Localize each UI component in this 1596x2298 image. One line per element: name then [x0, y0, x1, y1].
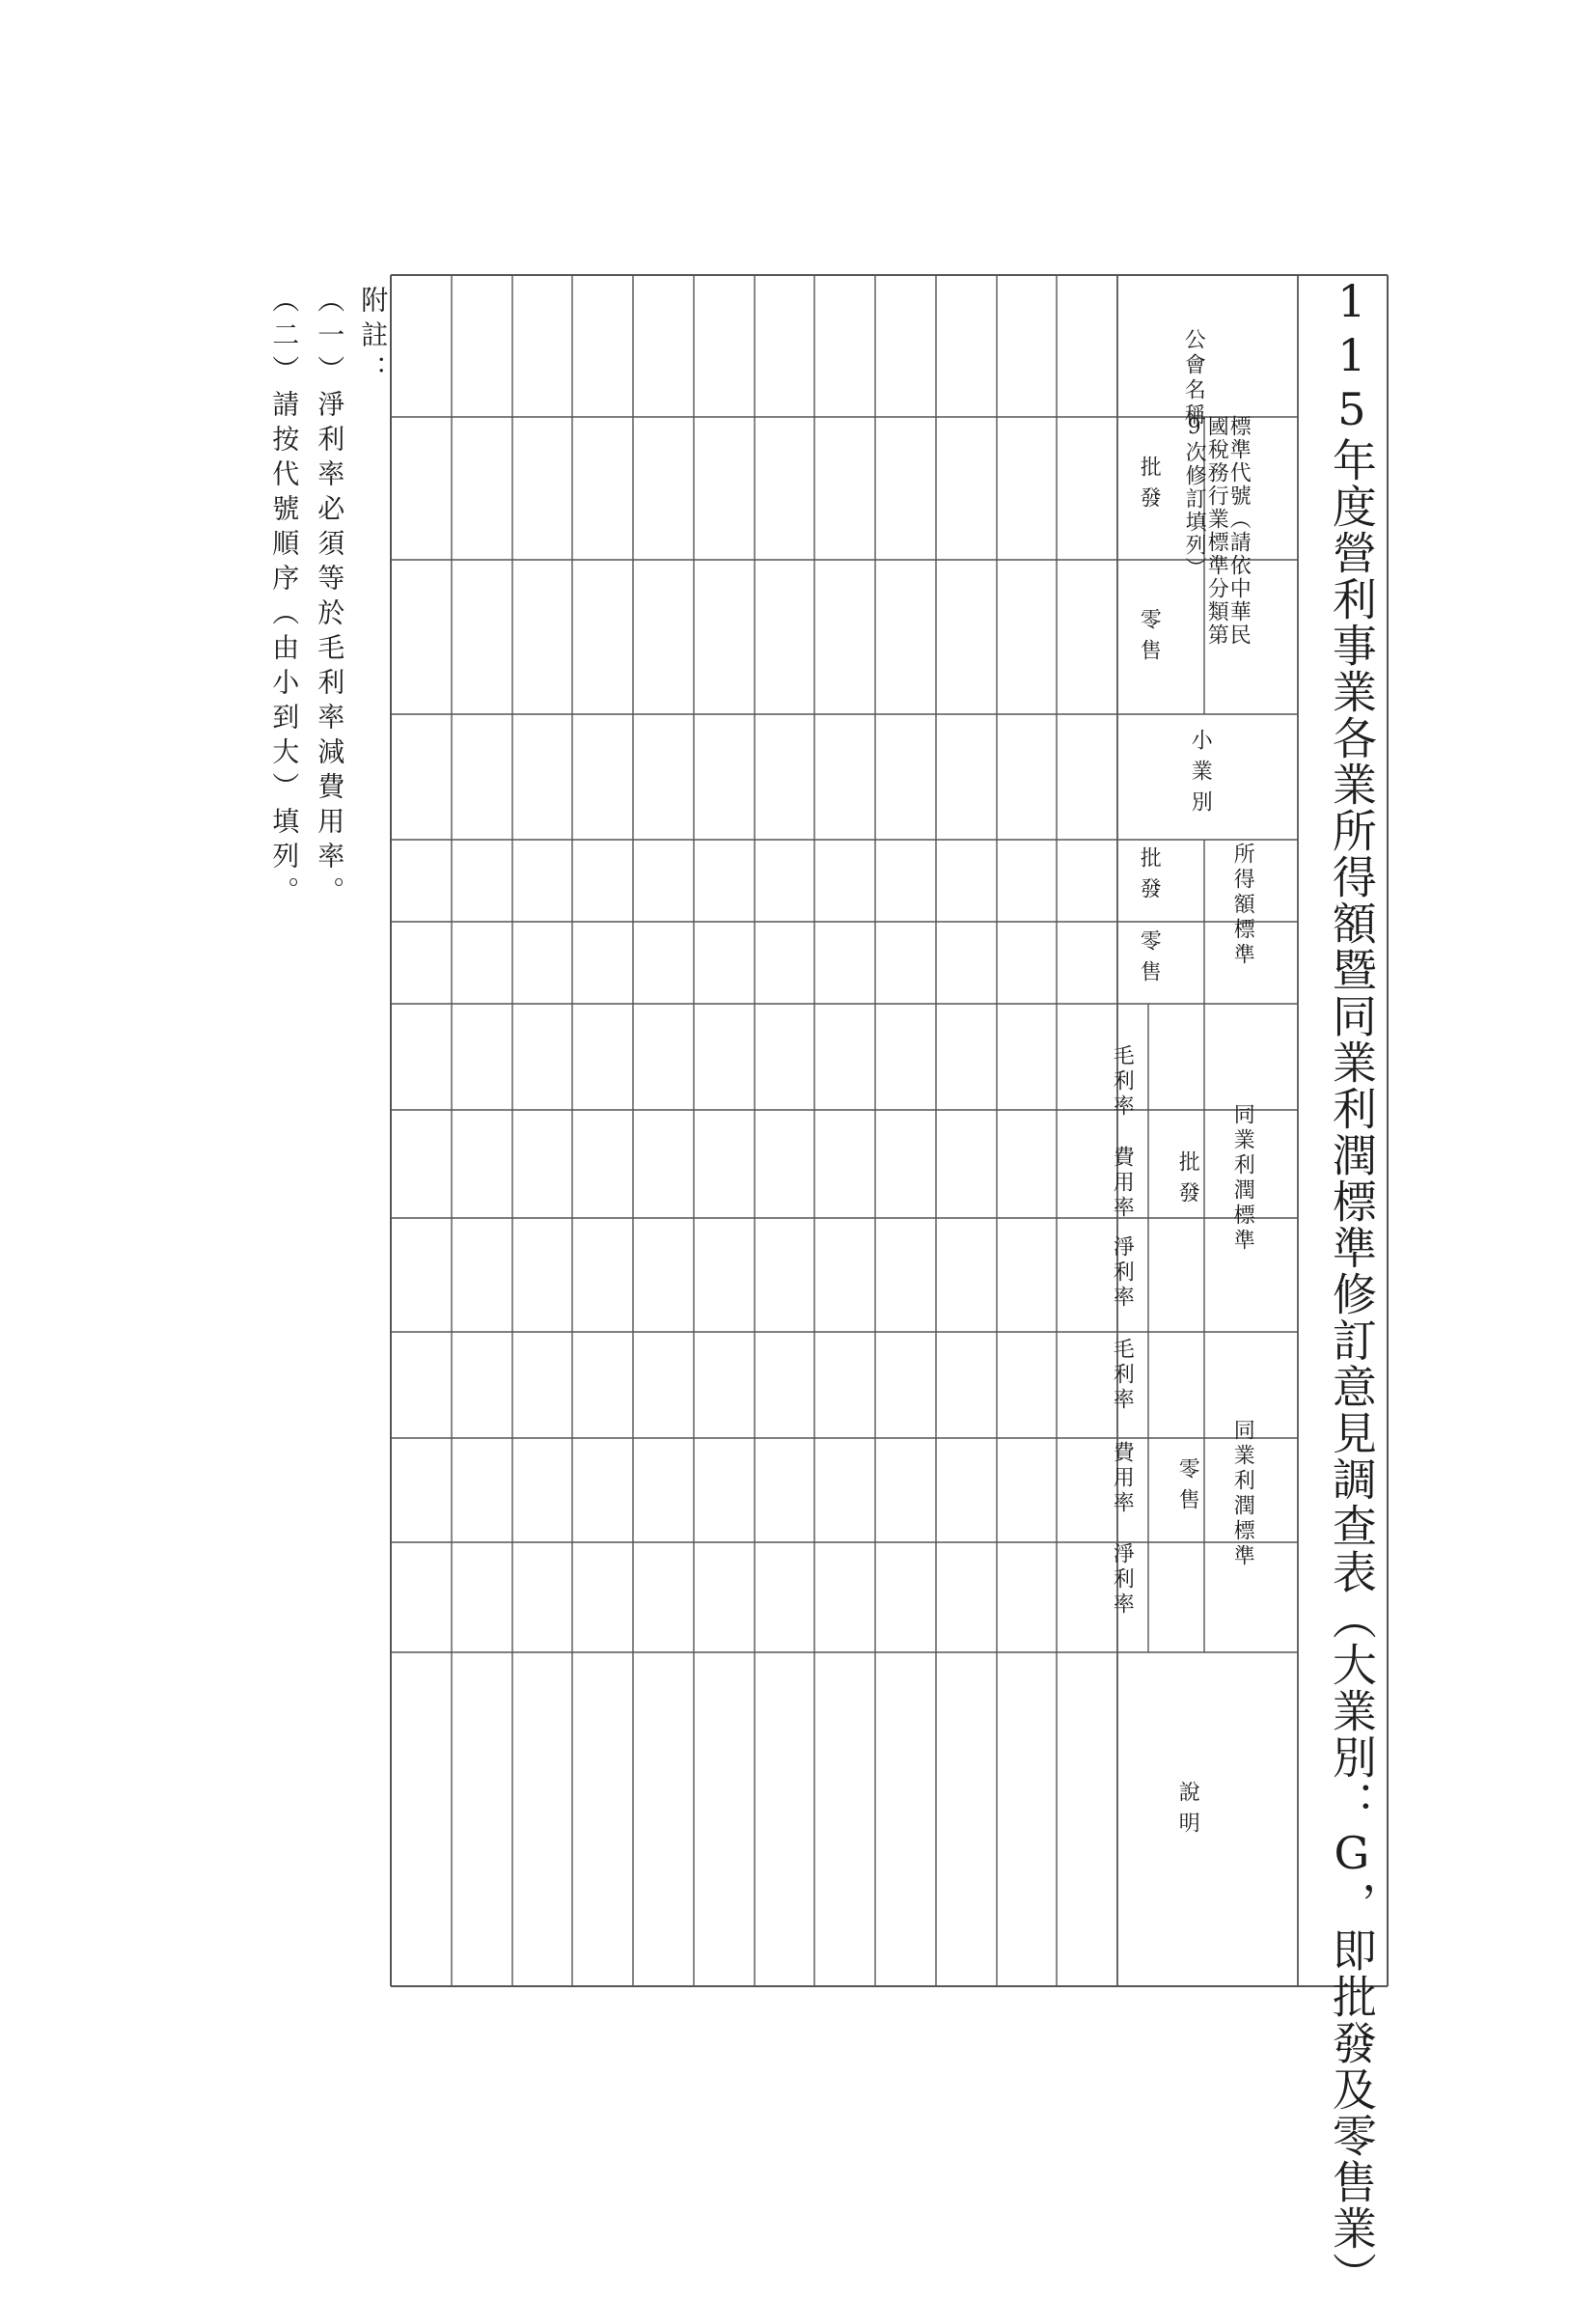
- header-profit-standard-retail: 同業利潤標準: [1230, 1419, 1255, 1569]
- note-item-2: （二）請按代號順序（由小到大）填列。: [268, 286, 301, 911]
- header-remarks: 說明: [1175, 1781, 1200, 1842]
- header-income-wholesale: 批發: [1137, 846, 1162, 908]
- header-association-name: 公會名稱: [1181, 328, 1206, 429]
- header-income-retail: 零售: [1137, 929, 1162, 991]
- header-standard-code-line1: 標準代號（請依中華民: [1226, 415, 1252, 647]
- header-code-retail: 零售: [1137, 608, 1162, 670]
- note-item-1: （一）淨利率必須等於毛利率減費用率。: [314, 286, 346, 911]
- header-standard-code-line3: 9次修訂填列）: [1182, 415, 1207, 580]
- header-sub-industry: 小業別: [1188, 729, 1213, 821]
- header-expense-ratio-wholesale: 費用率: [1110, 1146, 1135, 1221]
- header-profit-retail: 零售: [1175, 1457, 1200, 1519]
- header-expense-ratio-retail: 費用率: [1110, 1441, 1135, 1516]
- header-profit-wholesale: 批發: [1175, 1150, 1200, 1212]
- header-net-margin-retail: 淨利率: [1110, 1542, 1135, 1618]
- header-net-margin-wholesale: 淨利率: [1110, 1235, 1135, 1311]
- header-gross-margin-wholesale: 毛利率: [1110, 1044, 1135, 1120]
- header-standard-code: [1183, 415, 1250, 647]
- header-profit-standard-wholesale: 同業利潤標準: [1230, 1103, 1255, 1254]
- header-standard-code-line2: 國稅務行業標準分類第: [1204, 415, 1229, 647]
- header-income-standard: 所得額標準: [1230, 843, 1255, 968]
- notes-heading: 附註：: [357, 286, 390, 390]
- header-code-wholesale: 批發: [1137, 456, 1162, 517]
- document-title: 115年度營利事業各業所得額暨同業利潤標準修訂意見調查表（大業別：G，即批發及零售業）: [1325, 275, 1378, 2298]
- header-gross-margin-retail: 毛利率: [1110, 1338, 1135, 1413]
